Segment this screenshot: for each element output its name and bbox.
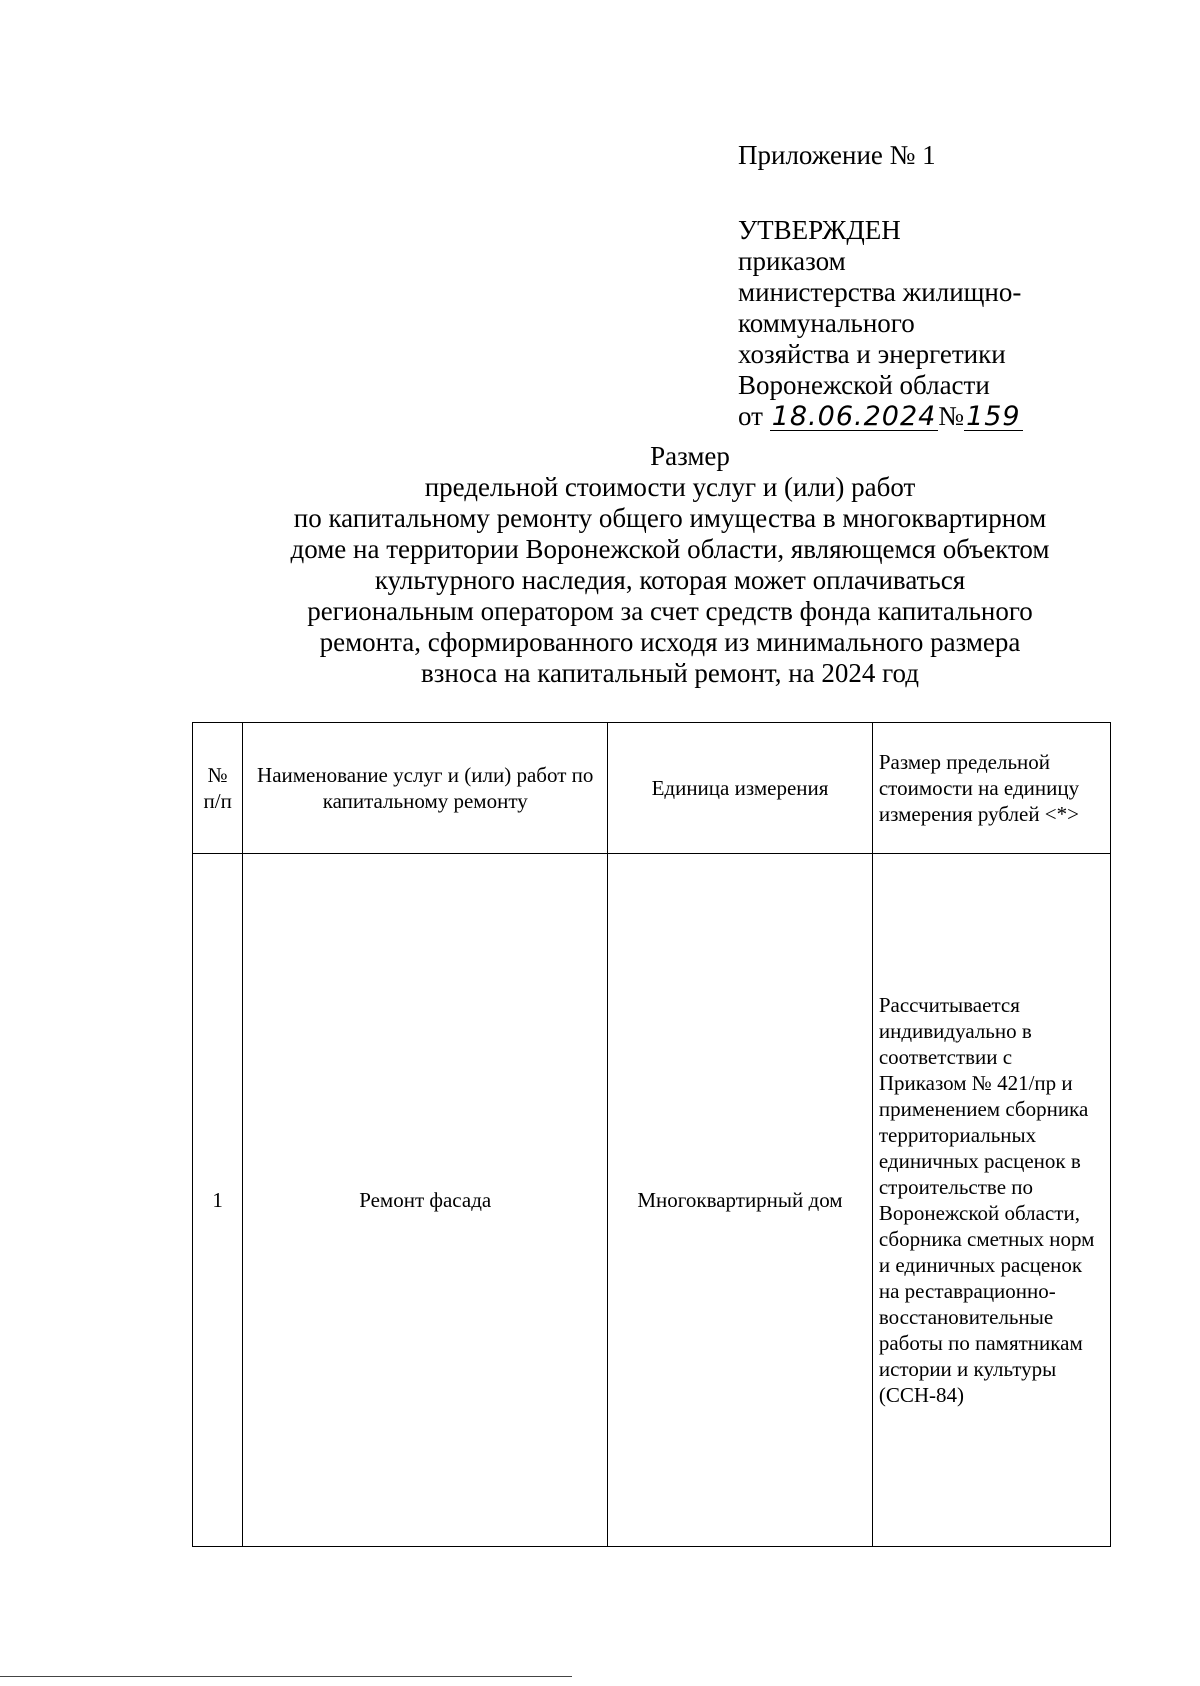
approval-line: министерства жилищно- — [738, 277, 1022, 307]
number-prefix: № — [938, 401, 965, 431]
title-line: региональным оператором за счет средств фонда капитального — [307, 596, 1033, 626]
title-line: взноса на капитальный ремонт, на 2024 год — [420, 658, 919, 688]
handwritten-date: 18.06.2024 — [771, 401, 937, 432]
header-cost: Размер предельной стоимости на единицу измерения рублей <*> — [872, 723, 1110, 854]
document-title — [230, 441, 1110, 689]
title-line: культурного наследия, которая может оплачиваться — [374, 565, 966, 595]
approval-line: коммунального — [738, 308, 915, 338]
approval-block — [738, 140, 1023, 432]
title-line: ремонта, сформированного исходя из минимального размера — [319, 627, 1021, 657]
title-line: доме на территории Воронежской области, являющемся объектом — [290, 534, 1050, 564]
approval-line: приказом — [738, 246, 846, 276]
cell-num: 1 — [193, 854, 243, 1547]
table-row — [193, 854, 1111, 1547]
cell-cost: Рассчитывается индивидуально в соответствии с Приказом № 421/пр и применением сборника территориальных единичных расценок в строительстве по Воронежской области, сборника сметных норм и единичных расценок на реставрационно-восстановительные работы по памятникам истории и культуры (ССН-84) — [872, 854, 1110, 1547]
title-line: предельной стоимости услуг и (или) работ — [424, 472, 916, 502]
date-prefix: от — [738, 401, 763, 431]
table-header-row — [193, 723, 1111, 854]
cell-name: Ремонт фасада — [243, 854, 608, 1547]
title-heading: Размер — [650, 441, 730, 471]
appendix-label: Приложение № 1 — [738, 140, 936, 170]
title-line: по капитальному ремонту общего имущества в многоквартирном — [293, 503, 1047, 533]
approval-line: хозяйства и энергетики — [738, 339, 1006, 369]
approval-line: Воронежской области — [738, 370, 990, 400]
cost-table — [192, 722, 1111, 1547]
header-unit: Единица измерения — [608, 723, 873, 854]
cell-unit: Многоквартирный дом — [608, 854, 873, 1547]
handwritten-number: 159 — [966, 401, 1021, 432]
approved-label: УТВЕРЖДЕН — [738, 215, 901, 245]
header-num: № п/п — [193, 723, 243, 854]
approval-date-line — [738, 401, 1023, 432]
bottom-divider — [0, 1676, 572, 1677]
header-name: Наименование услуг и (или) работ по капитальному ремонту — [243, 723, 608, 854]
